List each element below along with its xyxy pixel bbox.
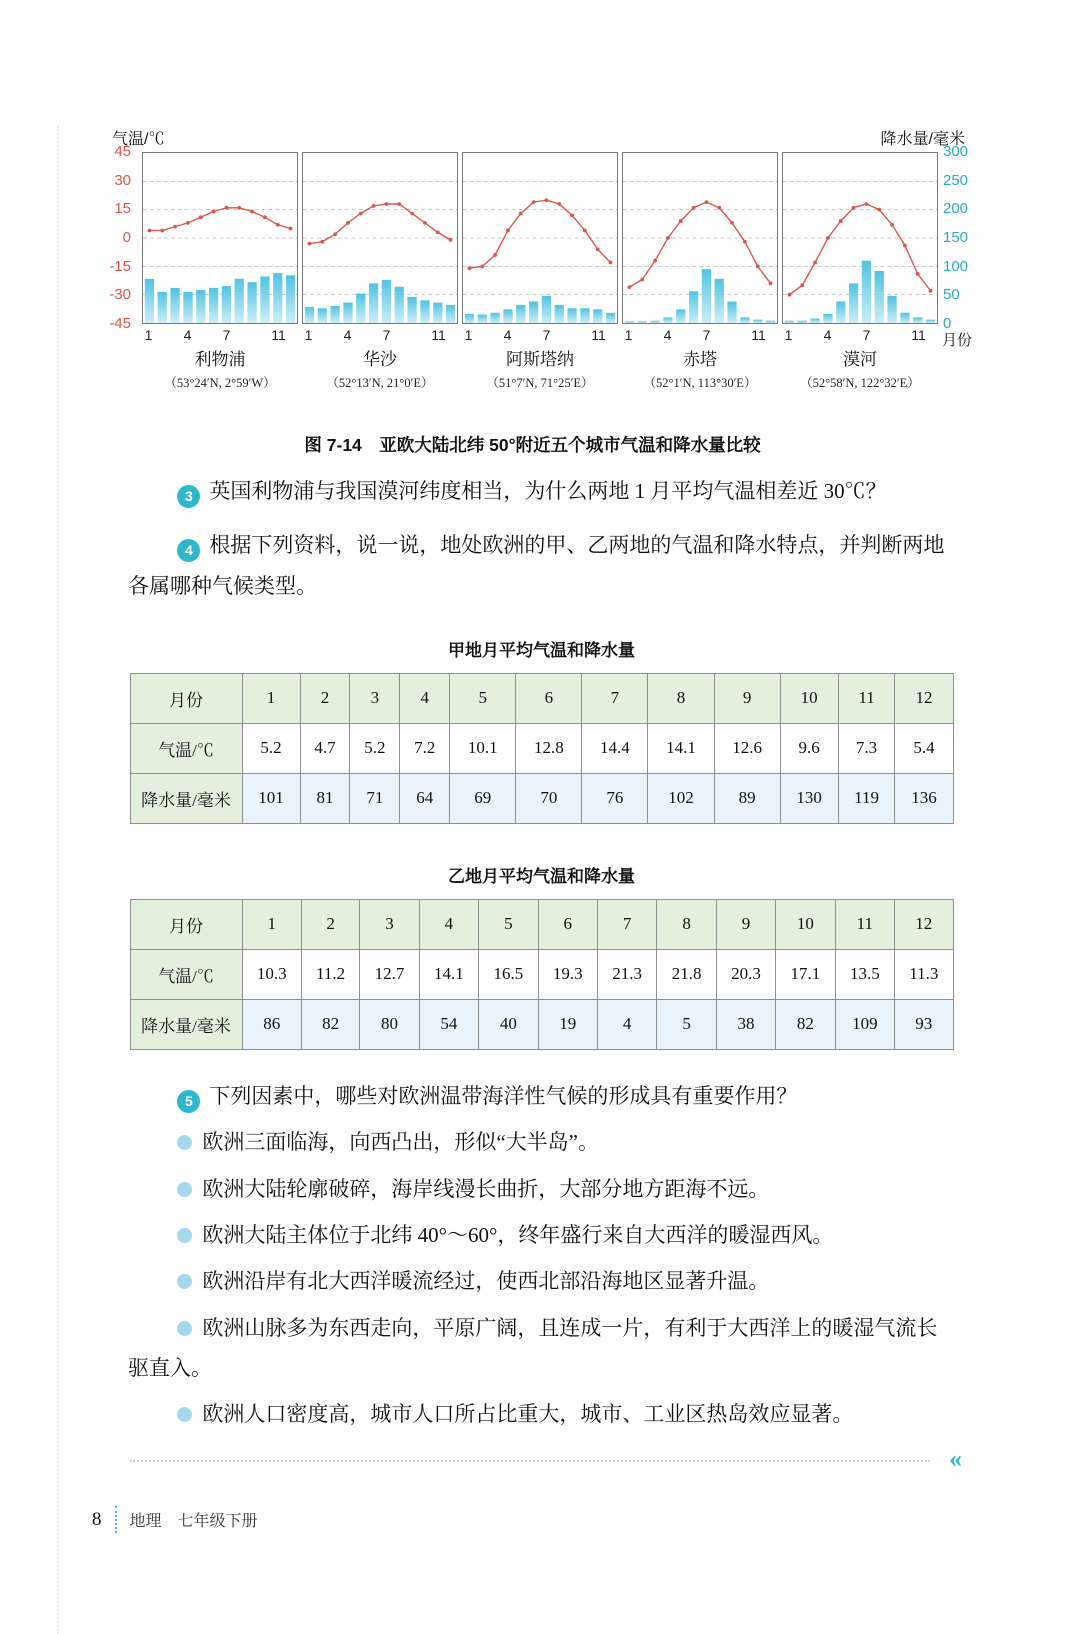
- bullet-item-3: [128, 1261, 955, 1301]
- table-cell: 4: [597, 999, 656, 1049]
- temp-tick-label: 30: [114, 171, 131, 189]
- table-cell: 14.4: [582, 723, 648, 773]
- bullet-dot-icon: [177, 1407, 192, 1422]
- table-cell: 5: [657, 999, 716, 1049]
- city-panel-0: [142, 152, 298, 391]
- table-cell: 7.2: [400, 723, 450, 773]
- table-header-cell: 4: [419, 899, 478, 949]
- table-cell: 11.3: [895, 949, 953, 999]
- table-cell: 12.8: [516, 723, 582, 773]
- temp-tick-label: 45: [114, 143, 131, 160]
- x-tick-label: 11: [911, 327, 926, 343]
- bullet-dot-icon: [177, 1135, 192, 1150]
- month-axis-label: 月份: [942, 333, 973, 349]
- city-coordinates: （51°7′N, 71°25′E）: [486, 376, 594, 390]
- bullet-text: 欧洲沿岸有北大西洋暖流经过，使西北部沿海地区显著升温。: [202, 1269, 770, 1294]
- temp-tick-label: -30: [109, 286, 131, 304]
- table-cell: 9.6: [780, 723, 838, 773]
- footer-subject: 地理 七年级下册: [129, 1513, 258, 1531]
- x-axis-ticks: [302, 324, 458, 345]
- table-section-jia: [128, 636, 955, 824]
- temp-axis-title: 气温/℃: [112, 131, 165, 148]
- climate-chart-4: [782, 152, 938, 324]
- table-header-cell: 9: [714, 673, 780, 723]
- city-name: 漠河: [843, 350, 877, 369]
- table-cell: 101: [242, 773, 300, 823]
- figure-caption: 图 7-14 亚欧大陆北纬 50°附近五个城市气温和降水量比较: [304, 435, 761, 455]
- bullet-dot-icon: [177, 1228, 192, 1243]
- temp-tick-label: 0: [122, 229, 131, 246]
- page-footer: [92, 1506, 1065, 1533]
- table-cell: 17.1: [776, 949, 835, 999]
- x-tick-label: 4: [503, 327, 512, 343]
- bullet-text: 欧洲三面临海，向西凸出，形似“大半岛”。: [202, 1130, 599, 1155]
- table-cell: 4.7: [300, 723, 350, 773]
- table-header-cell: 3: [350, 673, 400, 723]
- table-yi: [130, 899, 954, 1050]
- table-cell: 109: [835, 999, 894, 1049]
- x-tick-label: 11: [271, 327, 286, 343]
- bullet-dot-icon: [177, 1274, 192, 1289]
- table-cell: 89: [714, 773, 780, 823]
- table-cell: 71: [350, 773, 400, 823]
- question-4-text: 根据下列资料，说一说，地处欧洲的甲、乙两地的气温和降水特点，并判断两地各属哪种气候类型。: [128, 533, 945, 598]
- question-4: [128, 525, 955, 606]
- table-row-label: 降水量/毫米: [130, 999, 242, 1049]
- table-header-cell: 10: [780, 673, 838, 723]
- section-divider: [130, 1444, 962, 1474]
- table-header-cell: 11: [838, 673, 895, 723]
- table-cell: 10.3: [242, 949, 301, 999]
- x-axis-ticks: [622, 324, 778, 345]
- main-content: [128, 471, 962, 1474]
- table-cell: 5.4: [895, 723, 953, 773]
- table-row: [130, 723, 953, 773]
- table-header-cell: 6: [516, 673, 582, 723]
- table-cell: 40: [479, 999, 538, 1049]
- table-cell: 38: [716, 999, 775, 1049]
- precip-tick-label: 0: [943, 315, 952, 332]
- table-header-cell: 2: [300, 673, 350, 723]
- table-cell: 130: [780, 773, 838, 823]
- bullet-item-4: [128, 1308, 955, 1389]
- table-header-cell: 11: [835, 899, 894, 949]
- temp-tick-label: -15: [109, 257, 131, 275]
- question-4-badge: 4: [177, 539, 200, 562]
- x-tick-label: 4: [663, 327, 672, 343]
- table-cell: 82: [301, 999, 359, 1049]
- table-header-cell: 8: [648, 673, 714, 723]
- temp-tick-label: 15: [114, 200, 131, 218]
- x-tick-label: 1: [784, 327, 793, 343]
- city-panels: [142, 152, 938, 391]
- x-tick-label: 7: [542, 327, 551, 343]
- bullet-list: [128, 1122, 955, 1434]
- table-header-month: 月份: [130, 899, 242, 949]
- table-cell: 13.5: [835, 949, 894, 999]
- precip-axis-ticks: [941, 143, 993, 332]
- x-tick-label: 1: [464, 327, 473, 343]
- x-axis-ticks: [142, 324, 298, 345]
- table-cell: 21.3: [597, 949, 656, 999]
- bullet-item-2: [128, 1215, 955, 1255]
- climate-chart-0: [142, 152, 298, 324]
- table-header-cell: 1: [242, 673, 300, 723]
- table-cell: 93: [895, 999, 953, 1049]
- table-header-cell: 5: [479, 899, 538, 949]
- city-coordinates: （52°1′N, 113°30′E）: [643, 376, 757, 390]
- table-header-cell: 7: [582, 673, 648, 723]
- table-row: [130, 999, 953, 1049]
- double-chevron-icon: «: [949, 1444, 962, 1474]
- table-header-cell: 10: [776, 899, 835, 949]
- x-tick-label: 7: [702, 327, 711, 343]
- footer-separator: [115, 1506, 117, 1533]
- precip-axis-title: 降水量/毫米: [880, 131, 965, 148]
- table-cell: 119: [838, 773, 895, 823]
- table-cell: 86: [242, 999, 301, 1049]
- bullet-dot-icon: [177, 1321, 192, 1336]
- x-tick-label: 1: [624, 327, 633, 343]
- x-tick-label: 7: [862, 327, 871, 343]
- climate-chart-2: [462, 152, 618, 324]
- question-5-badge: 5: [177, 1090, 200, 1113]
- city-name: 赤塔: [683, 350, 717, 369]
- precip-tick-label: 100: [943, 257, 969, 275]
- precip-tick-label: 50: [943, 286, 960, 304]
- table-cell: 70: [516, 773, 582, 823]
- x-tick-label: 11: [431, 327, 446, 343]
- precip-tick-label: 300: [943, 143, 969, 160]
- x-tick-label: 4: [343, 327, 352, 343]
- table-cell: 5.2: [242, 723, 300, 773]
- table-header-cell: 7: [597, 899, 656, 949]
- climate-chart-3: [622, 152, 778, 324]
- city-panel-3: [622, 152, 778, 391]
- temp-axis-ticks: [88, 143, 136, 332]
- table-cell: 76: [582, 773, 648, 823]
- table-cell: 19: [538, 999, 597, 1049]
- city-name: 利物浦: [194, 350, 246, 369]
- bullet-text: 欧洲大陆轮廓破碎，海岸线漫长曲折，大部分地方距海不远。: [202, 1176, 770, 1201]
- city-name: 阿斯塔纳: [506, 350, 574, 369]
- city-panel-2: [462, 152, 618, 391]
- table-row-label: 降水量/毫米: [130, 773, 242, 823]
- table-cell: 12.7: [360, 949, 419, 999]
- x-tick-label: 7: [222, 327, 231, 343]
- table-cell: 14.1: [648, 723, 714, 773]
- table-cell: 102: [648, 773, 714, 823]
- table-cell: 21.8: [657, 949, 716, 999]
- table-header-cell: 2: [301, 899, 359, 949]
- table-row-label: 气温/℃: [130, 949, 242, 999]
- bullet-text: 欧洲山脉多为东西走向，平原广阔，且连成一片，有利于大西洋上的暖湿气流长驱直入。: [128, 1315, 938, 1380]
- table-section-yi: [128, 862, 955, 1050]
- x-tick-label: 4: [183, 327, 192, 343]
- table-header-cell: 3: [360, 899, 419, 949]
- table-row-label: 气温/℃: [130, 723, 242, 773]
- table-header-cell: 9: [716, 899, 775, 949]
- table-cell: 12.6: [714, 723, 780, 773]
- precip-tick-label: 250: [943, 171, 969, 189]
- table-header-cell: 4: [400, 673, 450, 723]
- table-cell: 7.3: [838, 723, 895, 773]
- table-header-cell: 1: [242, 899, 301, 949]
- bullet-text: 欧洲人口密度高，城市人口所占比重大，城市、工业区热岛效应显著。: [202, 1402, 854, 1427]
- climate-figure: [0, 126, 1065, 414]
- table-header-cell: 8: [657, 899, 716, 949]
- page-number: 8: [92, 1508, 102, 1530]
- temp-tick-label: -45: [109, 315, 131, 332]
- table-cell: 136: [895, 773, 953, 823]
- x-tick-label: 11: [751, 327, 766, 343]
- table-header-cell: 6: [538, 899, 597, 949]
- x-tick-label: 7: [382, 327, 391, 343]
- x-tick-label: 1: [144, 327, 153, 343]
- table-cell: 54: [419, 999, 478, 1049]
- table-jia-title: 甲地月平均气温和降水量: [448, 640, 635, 660]
- bullet-item-0: [128, 1122, 955, 1162]
- question-5: [128, 1076, 955, 1116]
- question-5-text: 下列因素中，哪些对欧洲温带海洋性气候的形成具有重要作用？: [209, 1083, 798, 1108]
- table-cell: 14.1: [419, 949, 478, 999]
- table-cell: 10.1: [450, 723, 516, 773]
- x-tick-label: 1: [304, 327, 313, 343]
- climate-chart-1: [302, 152, 458, 324]
- x-axis-ticks: [782, 324, 938, 345]
- x-tick-label: 11: [591, 327, 606, 343]
- bullet-item-1: [128, 1169, 955, 1209]
- textbook-page: [0, 126, 1065, 1634]
- question-3-badge: 3: [177, 485, 200, 508]
- table-cell: 80: [360, 999, 419, 1049]
- table-yi-title: 乙地月平均气温和降水量: [448, 866, 635, 886]
- city-coordinates: （52°13′N, 21°0′E）: [326, 376, 434, 390]
- table-cell: 19.3: [538, 949, 597, 999]
- table-cell: 81: [300, 773, 350, 823]
- table-row: [130, 773, 953, 823]
- table-cell: 16.5: [479, 949, 538, 999]
- table-header-cell: 5: [450, 673, 516, 723]
- city-panel-4: [782, 152, 938, 391]
- x-axis-ticks: [462, 324, 618, 345]
- table-cell: 82: [776, 999, 835, 1049]
- city-panel-1: [302, 152, 458, 391]
- question-3-text: 英国利物浦与我国漠河纬度相当，为什么两地 1 月平均气温相差近 30℃？: [209, 479, 887, 503]
- precip-tick-label: 150: [943, 229, 969, 246]
- table-row: [130, 949, 953, 999]
- table-cell: 11.2: [301, 949, 359, 999]
- precip-tick-label: 200: [943, 200, 969, 218]
- city-name: 华沙: [363, 350, 397, 369]
- table-header-cell: 12: [895, 673, 953, 723]
- table-header-month: 月份: [130, 673, 242, 723]
- table-cell: 5.2: [350, 723, 400, 773]
- table-header-cell: 12: [895, 899, 953, 949]
- bullet-dot-icon: [177, 1182, 192, 1197]
- bullet-item-5: [128, 1394, 955, 1434]
- table-jia: [130, 673, 954, 824]
- x-tick-label: 4: [823, 327, 832, 343]
- bullet-text: 欧洲大陆主体位于北纬 40°～60°，终年盛行来自大西洋的暖湿西风。: [202, 1222, 834, 1247]
- table-cell: 64: [400, 773, 450, 823]
- question-3: [128, 471, 955, 511]
- table-cell: 69: [450, 773, 516, 823]
- table-cell: 20.3: [716, 949, 775, 999]
- city-coordinates: （52°58′N, 122°32′E）: [800, 376, 920, 390]
- city-coordinates: （53°24′N, 2°59′W）: [164, 376, 276, 390]
